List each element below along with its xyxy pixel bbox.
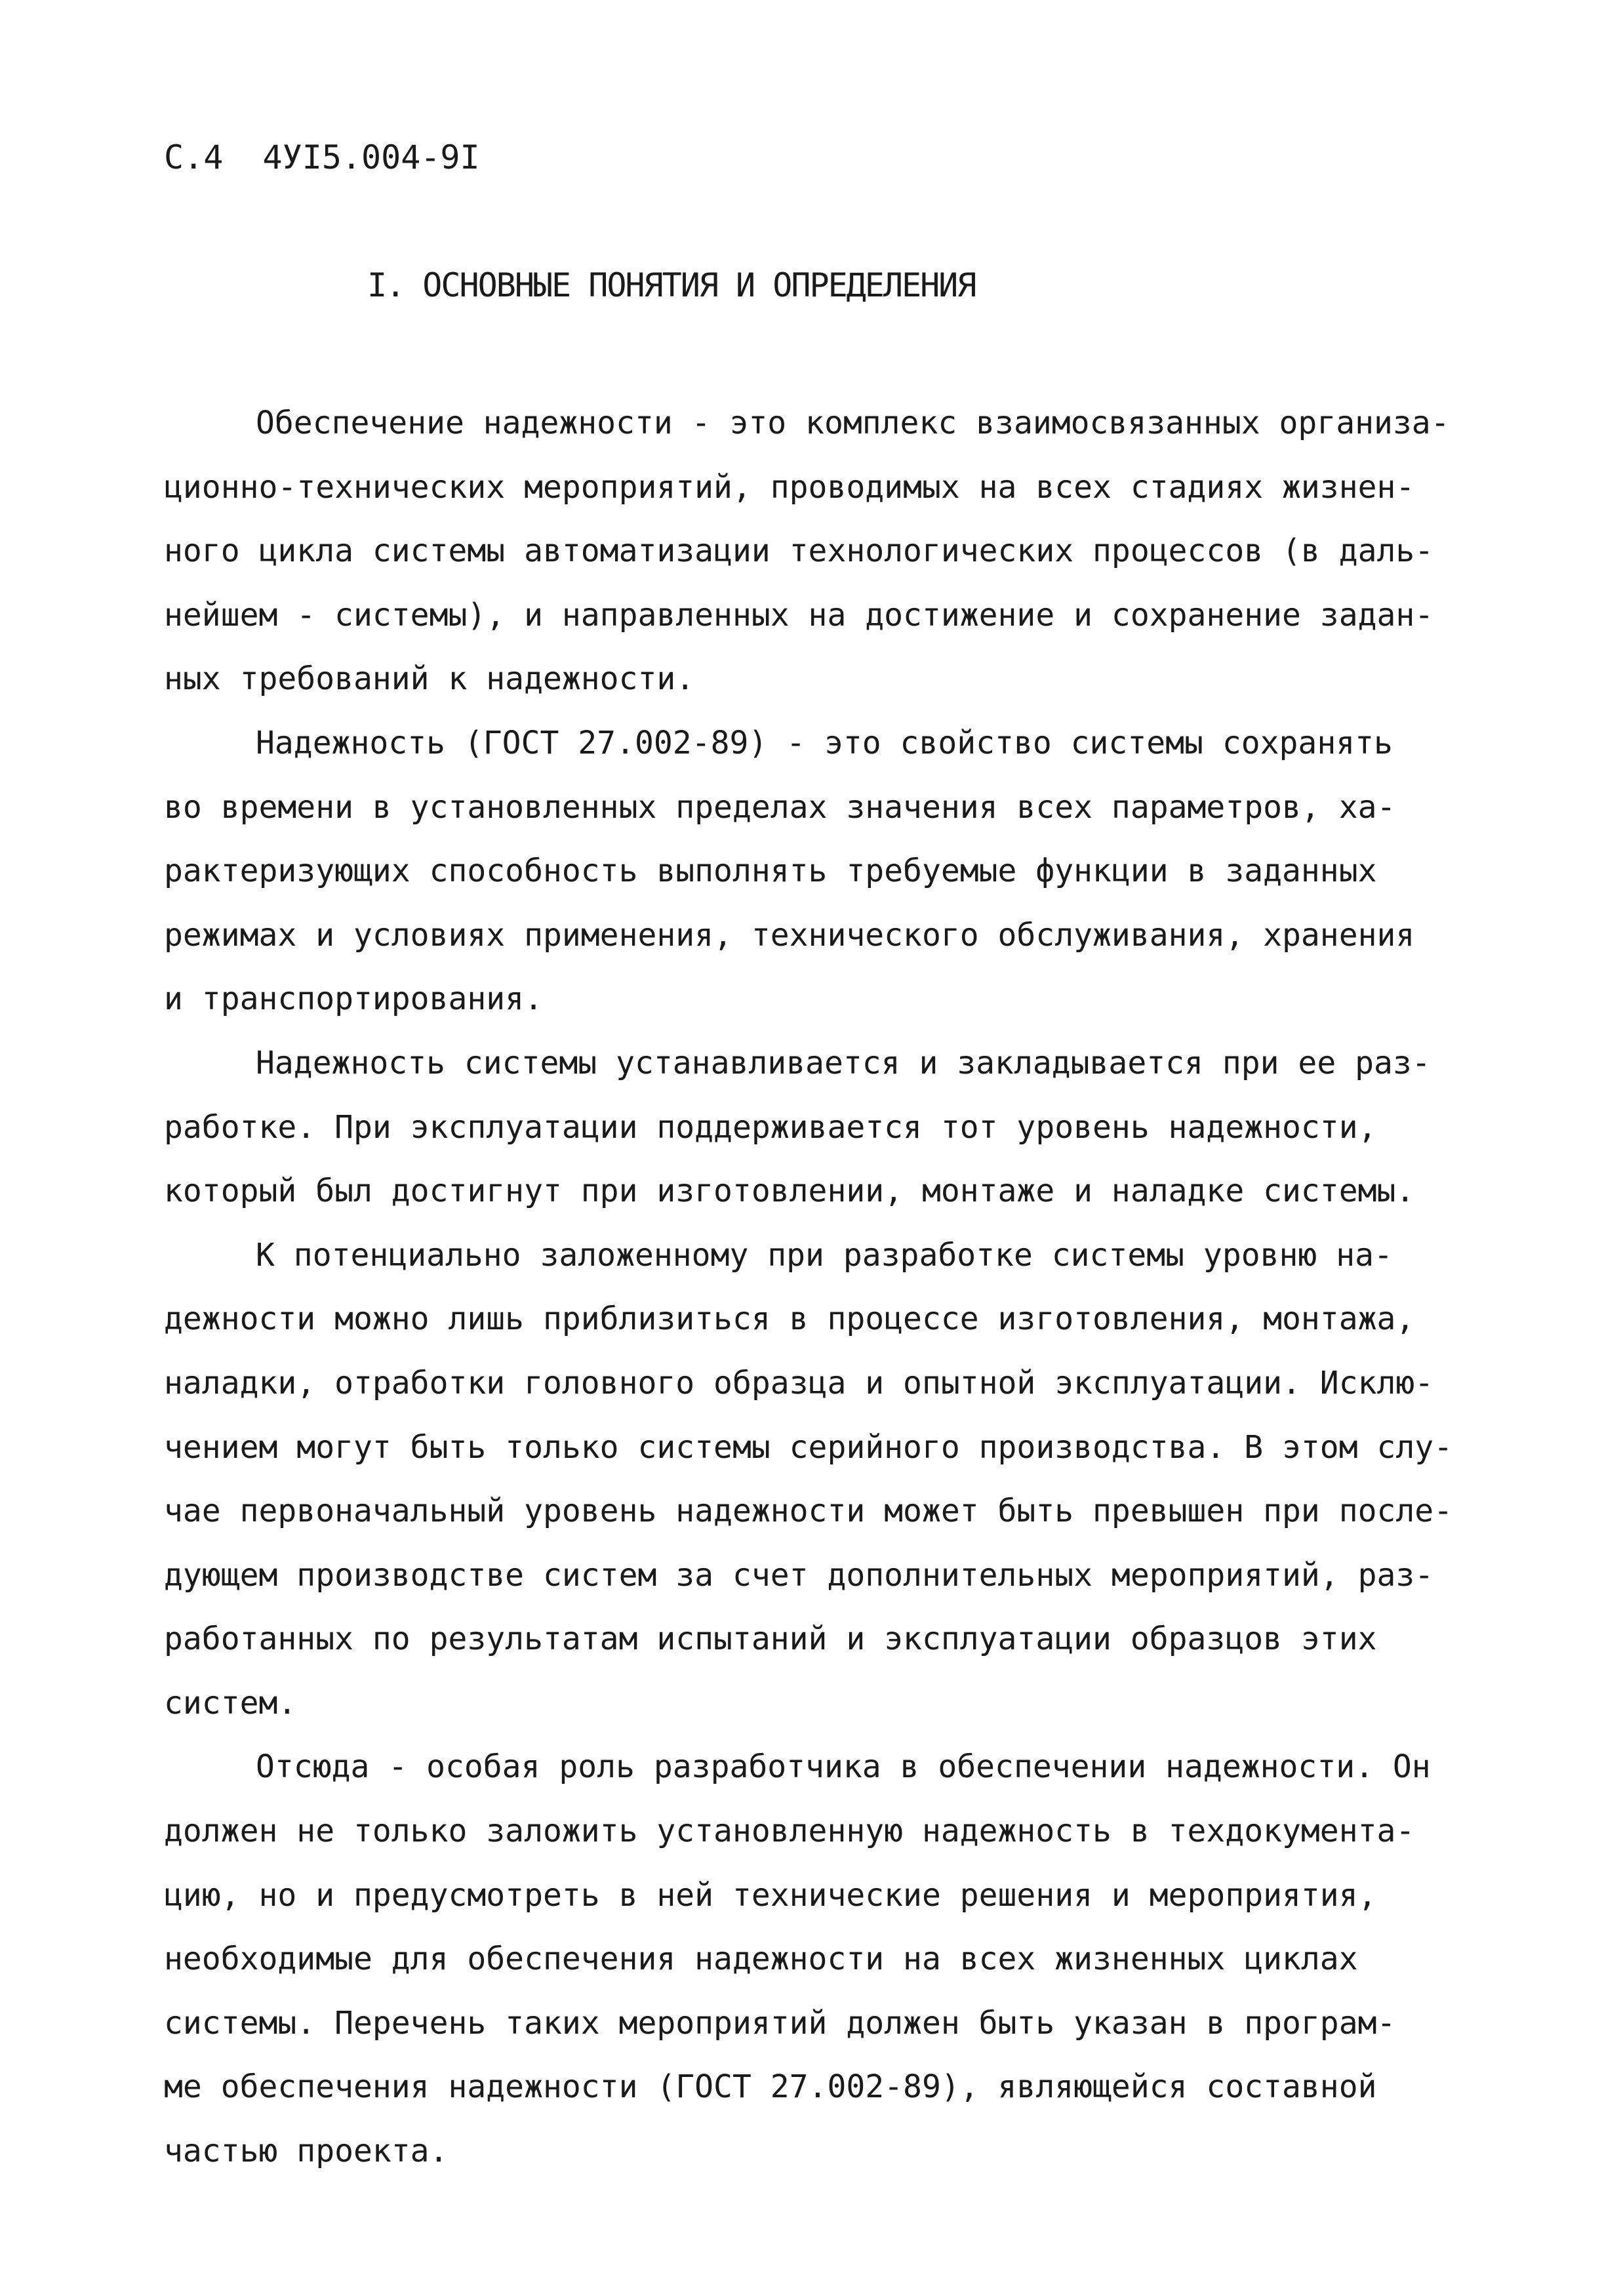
paragraph	[164, 392, 1541, 712]
text-line: цию, но и предусмотреть в ней технические решения и мероприятия,	[164, 1876, 1377, 1914]
text-line: К потенциально заложенному при разработке системы уровню на-	[256, 1236, 1393, 1274]
text-line: должен не только заложить установленную надежность в техдокумента-	[164, 1813, 1415, 1850]
text-line: Надежность (ГОСТ 27.002-89) - это свойство системы сохранять	[256, 724, 1393, 761]
paragraph	[164, 1224, 1541, 1736]
text-line: и транспортирования.	[164, 980, 543, 1018]
paragraph	[164, 1032, 1541, 1224]
text-line: наладки, отработки головного образца и опытной эксплуатации. Исклю-	[164, 1364, 1434, 1401]
text-line: который был достигнут при изготовлении, монтаже и наладке системы.	[164, 1173, 1415, 1210]
text-line: систем.	[164, 1684, 297, 1722]
text-line: Отсюда - особая роль разработчика в обеспечении надежности. Он	[256, 1748, 1431, 1786]
text-line: ных требований к надежности.	[164, 660, 695, 698]
text-line: рактеризующих способность выполнять требуемые функции в заданных	[164, 853, 1377, 890]
text-line: ме обеспечения надежности (ГОСТ 27.002-89), являющейся составной	[164, 2068, 1377, 2106]
text-line: ного цикла системы автоматизации технологических процессов (в даль-	[164, 533, 1434, 570]
text-line: режимах и условиях применения, технического обслуживания, хранения	[164, 916, 1415, 954]
text-line: во времени в установленных пределах значения всех параметров, ха-	[164, 788, 1396, 826]
text-line: системы. Перечень таких мероприятий должен быть указан в програм-	[164, 2004, 1396, 2042]
text-line: необходимые для обеспечения надежности на всех жизненных циклах	[164, 1941, 1358, 1978]
text-line: нейшем - системы), и направленных на достижение и сохранение задан-	[164, 596, 1434, 634]
text-line: работанных по результатам испытаний и эксплуатации образцов этих	[164, 1621, 1377, 1658]
text-line: дующем производстве систем за счет дополнительных мероприятий, раз-	[164, 1556, 1434, 1594]
text-line: частью проекта.	[164, 2133, 449, 2170]
section-heading: I. ОСНОВНЫЕ ПОНЯТИЯ И ОПРЕДЕЛЕНИЯ	[367, 266, 976, 304]
page-header: С.4 4УI5.004-9I	[164, 138, 480, 176]
body-text	[164, 392, 1541, 2184]
text-line: Обеспечение надежности - это комплекс взаимосвязанных организа-	[256, 405, 1450, 441]
paragraph	[164, 712, 1541, 1032]
text-line: чае первоначальный уровень надежности может быть превышен при после-	[164, 1493, 1453, 1530]
text-line: работке. При эксплуатации поддерживается тот уровень надежности,	[164, 1108, 1377, 1146]
text-line: ционно-технических мероприятий, проводимых на всех стадиях жизнен-	[164, 468, 1415, 506]
text-line: Надежность системы устанавливается и закладывается при ее раз-	[256, 1044, 1431, 1081]
text-line: дежности можно лишь приблизиться в процессе изготовления, монтажа,	[164, 1300, 1415, 1338]
paragraph	[164, 1735, 1541, 2183]
text-line: чением могут быть только системы серийного производства. В этом слу-	[164, 1428, 1453, 1466]
